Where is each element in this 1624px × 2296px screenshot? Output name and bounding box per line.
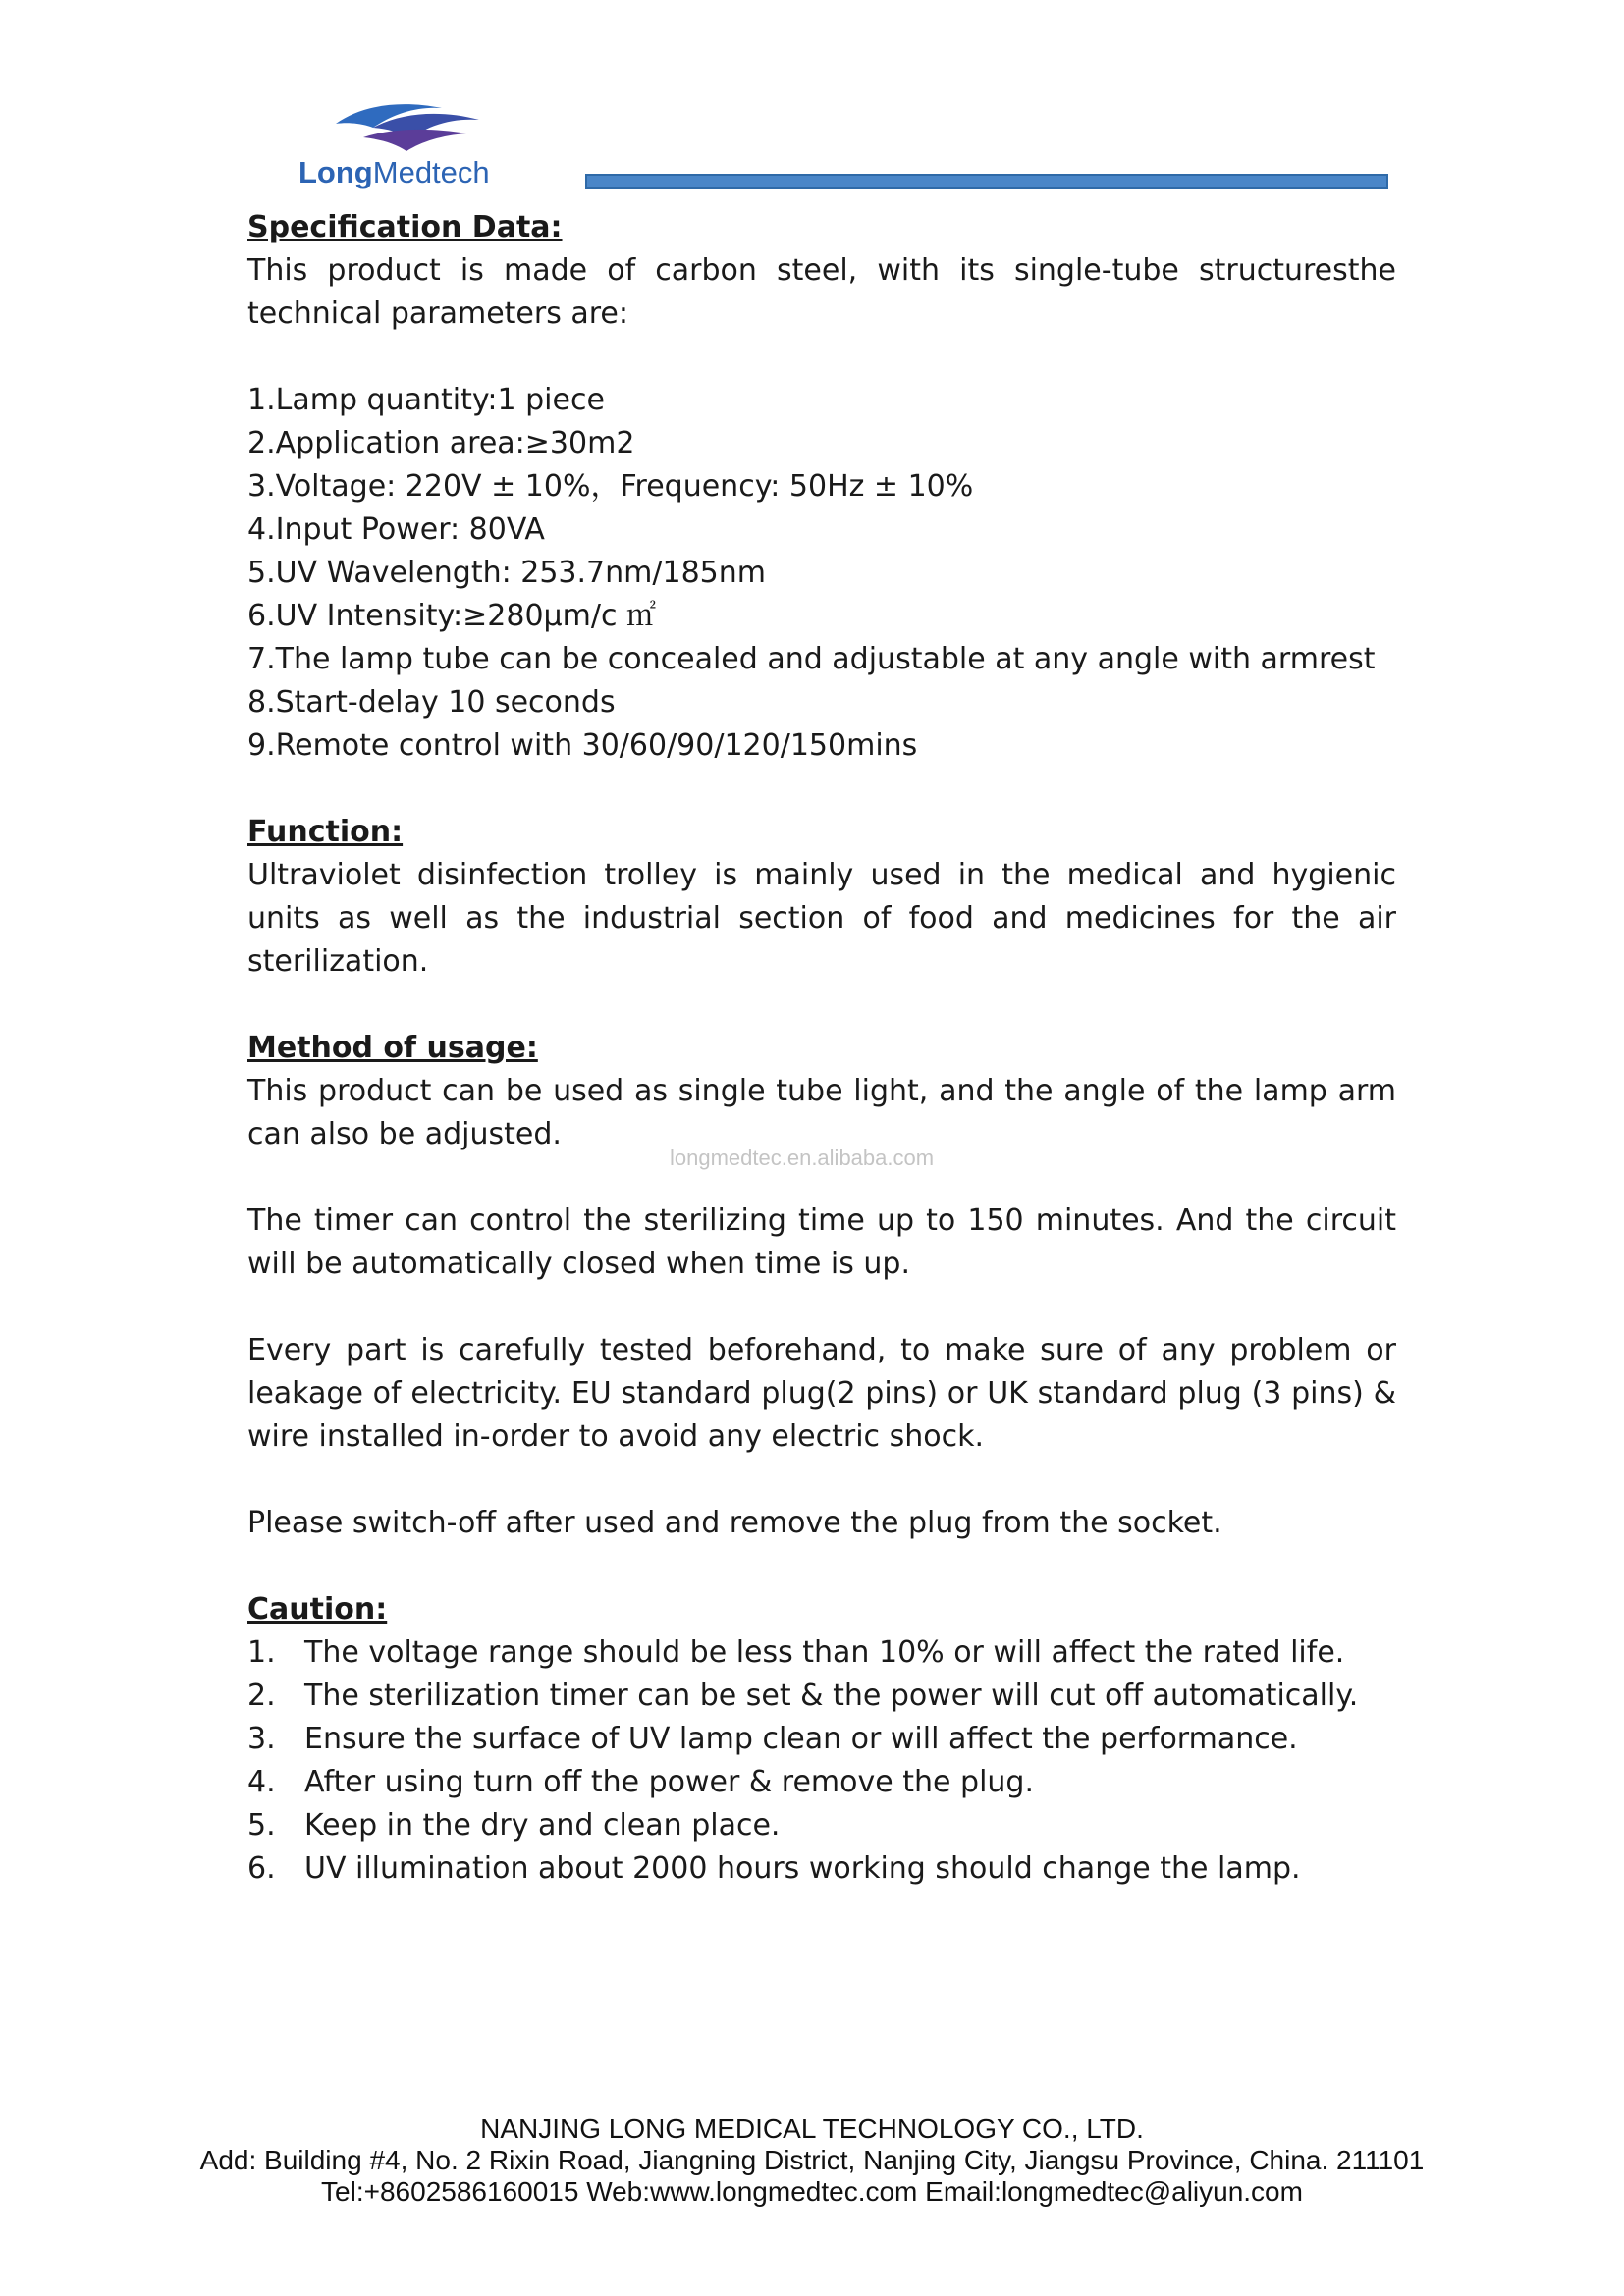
spec-list [247, 379, 1396, 768]
header-bar [585, 174, 1388, 189]
bird-logo-icon [334, 94, 481, 155]
method-paragraph: Please switch-off after used and remove the plug from the socket. [247, 1506, 1222, 1540]
spec-item: 4.Input Power: 80VA [247, 512, 545, 547]
spec-item: 6.UV Intensity:≥280μm/c ㎡ [247, 599, 656, 633]
caution-item: 6. UV illumination about 2000 hours working should change the lamp. [247, 1851, 1301, 1886]
watermark: longmedtec.en.alibaba.com [670, 1146, 935, 1170]
spec-item: 9.Remote control with 30/60/90/120/150mins [247, 728, 918, 763]
caution-item: 4. After using turn off the power & remove the plug. [247, 1765, 1034, 1799]
function-heading: Function: [247, 815, 404, 849]
method-paragraph: The timer can control the sterilizing time up to 150 minutes. And the circuit will be automatically closed when time is up. [247, 1203, 1396, 1281]
method-paragraph: Every part is carefully tested beforehand, to make sure of any problem or leakage of electricity. EU standard plug(2 pins) or UK standard plug (3 pins) & wire installed in-order to avoid any electric shock. [247, 1333, 1396, 1454]
footer-contact: Tel:+8602586160015 Web:www.longmedtec.com Email:longmedtec@aliyun.com [321, 2176, 1303, 2207]
method-paragraph: This product can be used as single tube light, and the angle of the lamp arm can also be adjusted. [247, 1074, 1396, 1151]
spec-item: 5.UV Wavelength: 253.7nm/185nm [247, 556, 766, 590]
footer-address: Add: Building #4, No. 2 Rixin Road, Jiangning District, Nanjing City, Jiangsu Province, China. 211101 [199, 2145, 1425, 2175]
company-logo [295, 94, 520, 202]
caution-item: 1. The voltage range should be less than 10% or will affect the rated life. [247, 1635, 1345, 1670]
caution-item: 3. Ensure the surface of UV lamp clean or will affect the performance. [247, 1722, 1298, 1756]
method-heading: Method of usage: [247, 1031, 538, 1065]
caution-item: 2. The sterilization timer can be set & the power will cut off automatically. [247, 1679, 1359, 1713]
spec-item: 7.The lamp tube can be concealed and adjustable at any angle with armrest [247, 642, 1376, 676]
spec-item: 2.Application area:≥30m2 [247, 426, 635, 460]
document-body [247, 206, 1396, 1891]
spec-item: 3.Voltage: 220V ± 10%，Frequency: 50Hz ± 10% [247, 469, 974, 504]
spec-heading: Specification Data: [247, 210, 563, 244]
caution-item: 5. Keep in the dry and clean place. [247, 1808, 781, 1842]
footer-company: NANJING LONG MEDICAL TECHNOLOGY CO., LTD. [480, 2113, 1144, 2144]
function-text: Ultraviolet disinfection trolley is mainly used in the medical and hygienic units as well as the industrial section of food and medicines for the air sterilization. [247, 858, 1396, 979]
footer [0, 2113, 1624, 2208]
spec-item: 8.Start-delay 10 seconds [247, 685, 616, 720]
spec-intro: This product is made of carbon steel, with its single-tube structuresthe technical parameters are: [247, 253, 1396, 331]
spec-item: 1.Lamp quantity:1 piece [247, 383, 605, 417]
logo-text: LongMedtech [298, 155, 490, 189]
caution-heading: Caution: [247, 1592, 388, 1627]
